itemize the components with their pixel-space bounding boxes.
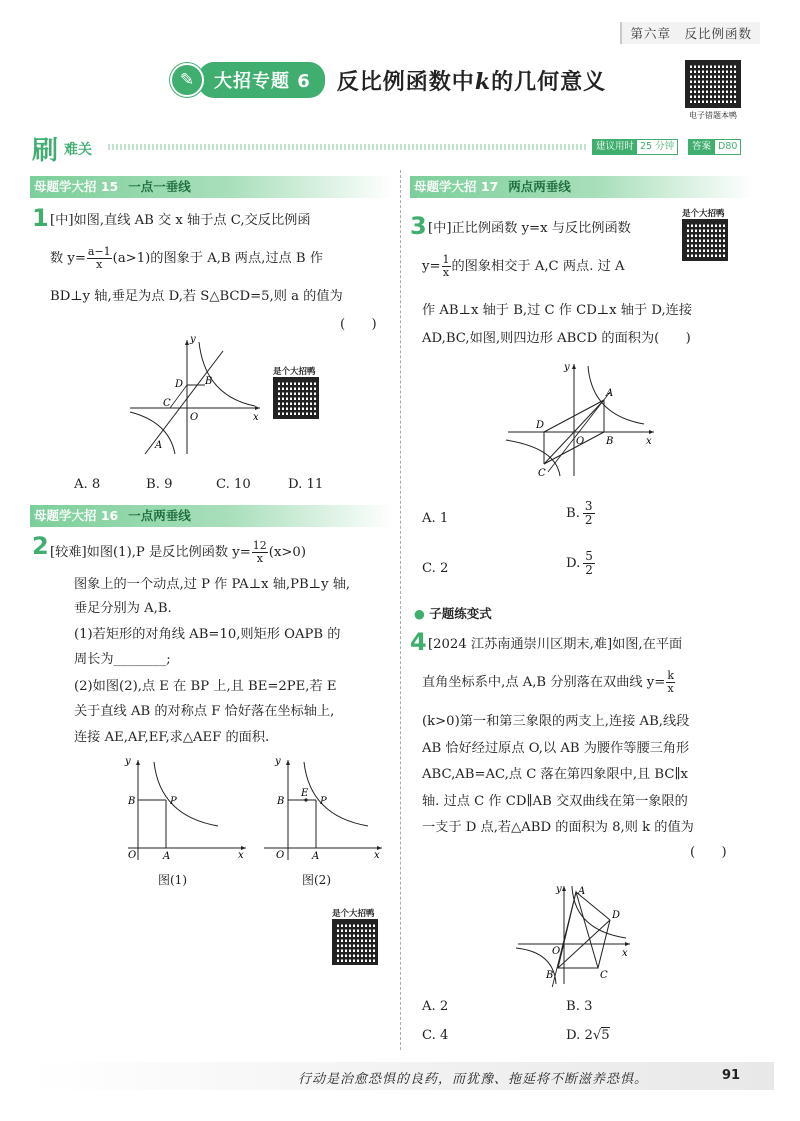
q3-option-c[interactable]: C. 2	[422, 561, 449, 576]
q2-fig2-caption: 图(2)	[302, 873, 331, 887]
q3-line4: AD,BC,如图,则四边形 ABCD 的面积为( )	[422, 331, 691, 346]
q2-line1: [较难]如图(1),P 是反比例函数 y= $\frac{12}{x}$ (x>0)	[50, 539, 306, 565]
q2-line8: 连接 AE,AF,EF,求△AEF 的面积.	[74, 730, 270, 745]
q1-line-AB	[145, 351, 223, 454]
page-number: 91	[722, 1068, 741, 1083]
q1-option-c[interactable]: C. 10	[216, 477, 251, 492]
answer-page: D80	[714, 139, 741, 155]
q3-option-b[interactable]: B. $\frac{3}{2}$	[566, 499, 593, 527]
qr-caption: 电子错题本鸭	[689, 111, 737, 120]
q2-line7: 关于直线 AB 的对称点 F 恰好落在坐标轴上,	[74, 704, 335, 719]
q1-option-d[interactable]: D. 11	[288, 477, 324, 492]
qr-q1-caption: 是个大招鸭	[273, 367, 316, 377]
q4-option-c[interactable]: C. 4	[422, 1028, 449, 1043]
svg-text:P: P	[170, 796, 177, 807]
q1-option-b[interactable]: B. 9	[146, 477, 173, 492]
q2-line6: (2)如图(2),点 E 在 BP 上,且 BE=2PE,若 E	[74, 679, 337, 694]
q3-curve-1	[588, 366, 644, 424]
svg-text:A: A	[312, 851, 320, 862]
svg-text:O: O	[552, 946, 561, 957]
svg-text:x: x	[622, 948, 628, 959]
q1-line2: 数 y= $\frac{a-1}{x}$ (a>1)的图象于 A,B 两点,过点 B 作	[50, 245, 324, 271]
q3-line1: [中]正比例函数 y=x 与反比例函数	[428, 221, 631, 236]
q3-line2: y= $\frac{1}{x}$ 的图象相交于 A,C 两点. 过 A	[422, 253, 625, 279]
question-2-number: 2	[32, 532, 49, 560]
qr-code-icon	[682, 219, 728, 261]
q4-line2: 直角坐标系中,点 A,B 分别落在双曲线 y= $\frac{k}{x}$	[422, 669, 674, 695]
q4-line1: [2024 江苏南通崇川区期末,难]如图,在平面	[428, 637, 683, 652]
q3-line3: 作 AB⊥x 轴于 B,过 C 作 CD⊥x 轴于 D,连接	[422, 303, 693, 318]
svg-text:A: A	[606, 388, 614, 399]
section-15-header: 母题学大招 15 一点一垂线	[30, 176, 394, 198]
svg-text:B: B	[128, 796, 136, 807]
svg-text:O: O	[276, 850, 285, 861]
svg-text:A: A	[163, 851, 171, 862]
q4-line6: 轴. 过点 C 作 CD∥AB 交双曲线在第一象限的	[422, 794, 688, 809]
band-shua: 刷	[32, 136, 59, 166]
variant-bullet-icon: ●	[414, 606, 425, 621]
svg-text:P: P	[320, 796, 327, 807]
svg-text:D: D	[612, 910, 621, 921]
svg-text:B: B	[546, 970, 554, 981]
topic-badge: 大招专题 6	[198, 62, 325, 98]
svg-text:y: y	[564, 362, 570, 373]
section-17-header: 母题学大招 17 两点两垂线	[410, 176, 754, 198]
q2-figure-2	[256, 756, 386, 862]
svg-text:x: x	[646, 436, 652, 447]
q4-line3: (k>0)第一和第三象限的两支上,连接 AB,线段	[422, 714, 690, 729]
qr-code-icon	[273, 377, 319, 419]
chapter-header: 第六章 反比例函数	[620, 22, 760, 44]
q1-hyperbola-1	[199, 342, 255, 406]
q4-option-d[interactable]: D. 2√5	[566, 1028, 610, 1043]
q3-curve-2	[506, 440, 560, 476]
svg-text:y: y	[125, 756, 131, 767]
q3-figure	[504, 360, 658, 480]
footer-motto: 行动是治愈恐惧的良药，而犹豫、拖延将不断滋养恐惧。	[298, 1072, 649, 1087]
q2-line3: 垂足分别为 A,B.	[74, 601, 172, 616]
q2-line2: 图象上的一个动点,过 P 作 PA⊥x 轴,PB⊥y 轴,	[74, 577, 351, 592]
svg-text:x: x	[238, 850, 244, 861]
sqrt-symbol: √	[592, 1028, 602, 1043]
qr-code-icon	[332, 919, 378, 965]
svg-text:y: y	[556, 884, 562, 895]
q4-option-a[interactable]: A. 2	[422, 999, 449, 1014]
topic-title	[170, 62, 606, 98]
svg-text:C: C	[600, 970, 608, 981]
q4-answer-paren: ( )	[690, 845, 727, 860]
qr-q2-caption: 是个大招鸭	[332, 909, 375, 919]
q3-option-a[interactable]: A. 1	[422, 511, 449, 526]
q4-option-b[interactable]: B. 3	[566, 999, 593, 1014]
qr-code-icon	[685, 60, 741, 108]
qr-q1[interactable]	[273, 368, 323, 419]
page	[30, 26, 774, 1090]
q1-lbl-C: C	[163, 398, 171, 409]
difficulty-band	[30, 130, 774, 166]
q4-figure	[514, 882, 634, 987]
pen-icon: ✎	[170, 63, 204, 97]
qr-q2[interactable]	[332, 910, 382, 965]
q1-figure	[125, 336, 265, 456]
q2-line4: (1)若矩形的对角线 AB=10,则矩形 OAPB 的	[74, 627, 341, 642]
qr-q3-caption: 是个大招鸭	[682, 209, 725, 219]
column-divider	[400, 170, 401, 1050]
q1-lbl-D: D	[175, 379, 184, 390]
question-4-number: 4	[410, 628, 427, 656]
section-16-header: 母题学大招 16 一点两垂线	[30, 505, 394, 527]
band-rule	[108, 144, 586, 150]
q1-lbl-O: O	[190, 412, 199, 423]
page-footer	[30, 1062, 774, 1090]
q1-lbl-A: A	[155, 440, 163, 451]
variant-header: ● 子题练变式	[414, 606, 492, 621]
q4-line4: AB 恰好经过原点 O,以 AB 为腰作等腰三角形	[422, 741, 690, 756]
q1-line1: [中]如图,直线 AB 交 x 轴于点 C,交反比例函	[50, 213, 311, 228]
svg-text:D: D	[536, 420, 545, 431]
topic-heading: 反比例函数中k的几何意义	[336, 68, 607, 95]
svg-text:O: O	[128, 850, 137, 861]
svg-text:y: y	[275, 756, 281, 767]
q2-fig1-caption: 图(1)	[158, 873, 187, 887]
qr-q3[interactable]	[682, 210, 732, 261]
time-value: 25 分钟	[636, 139, 678, 155]
svg-text:O: O	[576, 436, 585, 447]
q1-lbl-B: B	[205, 376, 213, 387]
q1-lbl-x: x	[253, 412, 259, 423]
svg-text:x: x	[374, 850, 380, 861]
q2f2-curve	[304, 762, 368, 826]
q1-hyperbola-2	[130, 412, 175, 454]
band-nan: 难关	[64, 142, 92, 158]
svg-text:C: C	[538, 468, 546, 479]
q1-answer-paren: ( )	[340, 317, 377, 332]
q1-lbl-y: y	[190, 336, 196, 345]
q1-option-a[interactable]: A. 8	[74, 477, 101, 492]
q2-line5: 周长为________;	[74, 652, 171, 667]
time-label: 建议用时	[592, 139, 638, 155]
question-3-number: 3	[410, 212, 427, 240]
answer-label: 答案	[688, 139, 715, 155]
question-1-number: 1	[32, 204, 49, 232]
q4-line7: 一支于 D 点,若△ABD 的面积为 8,则 k 的值为	[422, 820, 694, 835]
q4-line5: ABC,AB=AC,点 C 落在第四象限中,且 BC∥x	[422, 767, 688, 782]
q2-figure-1	[120, 756, 250, 862]
svg-text:E: E	[301, 788, 309, 799]
q1-line3: BD⊥y 轴,垂足为点 D,若 S△BCD=5,则 a 的值为	[50, 289, 343, 304]
svg-text:A: A	[578, 886, 586, 897]
q2f1-curve	[154, 762, 218, 826]
qr-code-top[interactable]	[685, 60, 741, 121]
svg-text:B: B	[277, 796, 285, 807]
svg-text:B: B	[606, 436, 614, 447]
q3-option-d[interactable]: D. $\frac{5}{2}$	[566, 549, 593, 577]
